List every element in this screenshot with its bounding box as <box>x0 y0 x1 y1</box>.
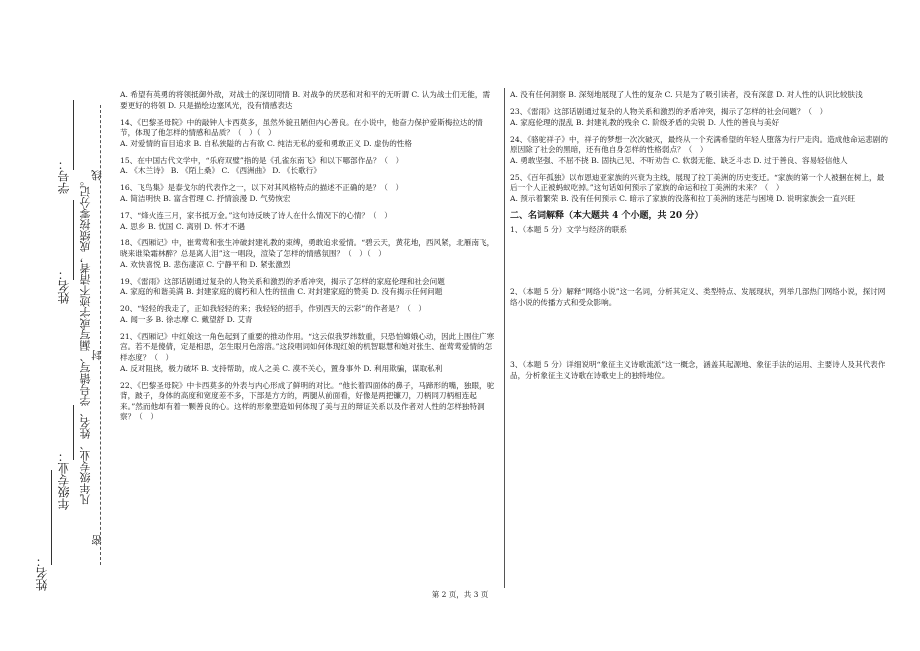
question-14: 14、《巴黎圣母院》中的敲钟人卡西莫多，虽然外貌丑陋但内心善良。在小说中，他奋力保护爱斯梅拉达的情节，体现了他怎样的情感和品质？（ ）（ ） A. 对爱情的盲目追求 B. 自私狭隘的占有欲 C. 纯洁无私的爱和勇敢正义 D. 虚伪的性格 <box>120 117 483 148</box>
page-footer: 第 2 页，共 3 页 <box>431 590 489 599</box>
name-label: 姓名： <box>57 268 71 304</box>
seal-mark-mi: 密 <box>91 535 103 546</box>
question-19: 19、《雷雨》这部话剧通过复杂的人物关系和激烈的矛盾冲突，揭示了怎样的家庭伦理和社会问题 A. 家庭的和谐美满 B. 封建家庭的腐朽和人性的扭曲 C. 对封建家庭的赞美 D. 没有揭示任何问题 <box>120 276 445 297</box>
q22-options: A. 没有任何洞察 B. 深刻地展现了人性的复杂 C. 只是为了吸引读者，没有深意 D. 对人性的认识比较肤浅 <box>510 90 863 99</box>
left-column <box>120 90 496 429</box>
term-question-1: 1、（本题 5 分）文学与经济的联系 <box>510 224 628 234</box>
question-17: 17、“烽火连三月，家书抵万金。”这句诗反映了诗人在什么情况下的心情？（ ） A. 思乡 B. 忧国 C. 离别 D. 怀才不遇 <box>120 210 392 231</box>
question-21: 21、《西厢记》中红娘这一角色起到了重要的推动作用。“这云似我罗纬数重，只恐怕嫦娥心动，因此上围住广寒宫。若不是傻倩，定是相思，怎生眼月色溶溶。”这段唱词如何体现红娘的机智聪慧和她对张生、崔莺莺爱情的怎样态度？（ ） A. 反对阻挠，极力破坏 B. 支持帮助，成人之美 C. 漠不关心，置身事外 D. 利用欺骗，谋取私利 <box>120 331 495 373</box>
binding-notice: 凡年级专业、姓名、学号错写、漏写或字迹不清者，成绩按零分记。 <box>79 175 92 505</box>
question-23: 23、《雷雨》这部话剧通过复杂的人物关系和激烈的矛盾冲突，揭示了怎样的社会问题？（ ） A. 家庭伦理的混乱 B. 封建礼教的残余 C. 阶级矛盾的尖锐 D. 人性的善良与美好 <box>510 106 828 127</box>
question-20: 20、“轻轻的我走了，正如我轻轻的来；我轻轻的招手，作别西天的云彩”的作者是？（ ） A. 闻一多 B. 徐志摩 C. 戴望舒 D. 艾青 <box>120 304 426 324</box>
student-id-underline <box>73 100 74 170</box>
q13-options: A. 希望有英勇的将领抵御外敌，对战士的深切同情 B. 对战争的厌恶和对和平的无听谓 C. 认为战士们无能，需要更好的将领 D. 只是描绘边塞风光，没有情感表达 <box>120 90 491 110</box>
term-question-3: 3、（本题 5 分）详细说明“象征主义诗歌流派”这一概念，涵盖其起源地、象征手法的运用、主要诗人及其代表作品，分析象征主义诗歌在诗歌史上的独特地位。 <box>510 360 886 380</box>
student-id-label: 学号： <box>57 158 71 194</box>
question-18: 18、《西厢记》中，崔莺莺和张生冲破封建礼教的束缚，勇敢追求爱情。“碧云天，黄花地，西风紧，北雁南飞，晓来谁染霜林醉？总是离人泪”这一唱段，渲染了怎样的情感氛围？（ ）（ ） A. 欢快喜悦 B. 悲伤凄凉 C. 宁静平和 D. 紧张激烈 <box>120 238 495 269</box>
grade-major-label: 年级专业： <box>57 450 71 510</box>
bottom-name-label: 姓名： <box>35 555 49 591</box>
question-16: 16、飞鸟集》是泰戈尔的代表作之一，以下对其风格特点的描述不正确的是？（ ） A. 简洁明快 B. 富含哲理 C. 抒情浪漫 D. 气势恢宏 <box>120 183 404 203</box>
question-25: 25、《百年孤独》以布恩迪亚家族的兴衰为主线，展现了拉丁美洲的历史变迁。“家族的第一个人被捆在树上，最后一个人正被蚂蚁吃掉。”这句话如何预示了家族的命运和拉丁美洲的未来？（ ） A. 预示着繁荣 B. 没有任何预示 C. 暗示了家族的没落和拉丁美洲的迷茫与困境 D. 说明家族会一直兴旺 <box>510 172 885 203</box>
binding-strip <box>0 0 115 651</box>
bottom-name-underline <box>51 470 52 565</box>
column-divider <box>504 88 505 588</box>
term-question-2: 2、（本题 5 分）解释“网络小说”这一名词，分析其定义、类型特点、发展现状，列举几部热门网络小说，探讨网络小说的传播方式和受众影响。 <box>510 287 886 307</box>
grade-major-underline <box>73 405 74 460</box>
binding-dashed-line <box>100 105 101 565</box>
right-column <box>510 90 890 381</box>
question-22: 22、《巴黎圣母院》中卡西莫多的外表与内心形成了鲜明的对比。“他长着四面体的鼻子，马蹄形的嘴，独眼，驼背，跛子，身体的高度和宽度差不多，下部是方方的，两腿从前面看，好像是两把镰刀，刀柄同刀柄相连起来。”然而他却有着一颗善良的心。这样的形象塑造如何体现了美与丑的辩证关系以及作者对人性的怎样独特洞察？（ ） <box>120 380 495 422</box>
seal-mark-feng: 封 <box>91 350 103 361</box>
question-15: 15、在中国古代文学中，“乐府双璧”指的是《孔雀东南飞》和以下哪部作品？（ ） A. 《木兰诗》 B. 《陌上桑》 C. 《西洲曲》 D. 《长歌行》 <box>120 155 404 176</box>
section-two-title: 二、名词解释（本大题共 4 个小题，共 20 分） <box>510 210 704 221</box>
question-24: 24、《骆驼祥子》中，祥子的梦想一次次破灭，最终从一个充满希望的年轻人堕落为行尸走肉。造成他命运悲剧的原因除了社会的黑暗，还有他自身怎样的性格弱点？（ ） A. 勇敢坚强、不屈不挠 B. 固执己见、不听劝告 C. 软弱无能、缺乏斗志 D. 过于善良、容易轻信他人 <box>510 134 888 165</box>
name-underline <box>73 200 74 280</box>
seal-mark-xian: 线 <box>91 170 103 181</box>
